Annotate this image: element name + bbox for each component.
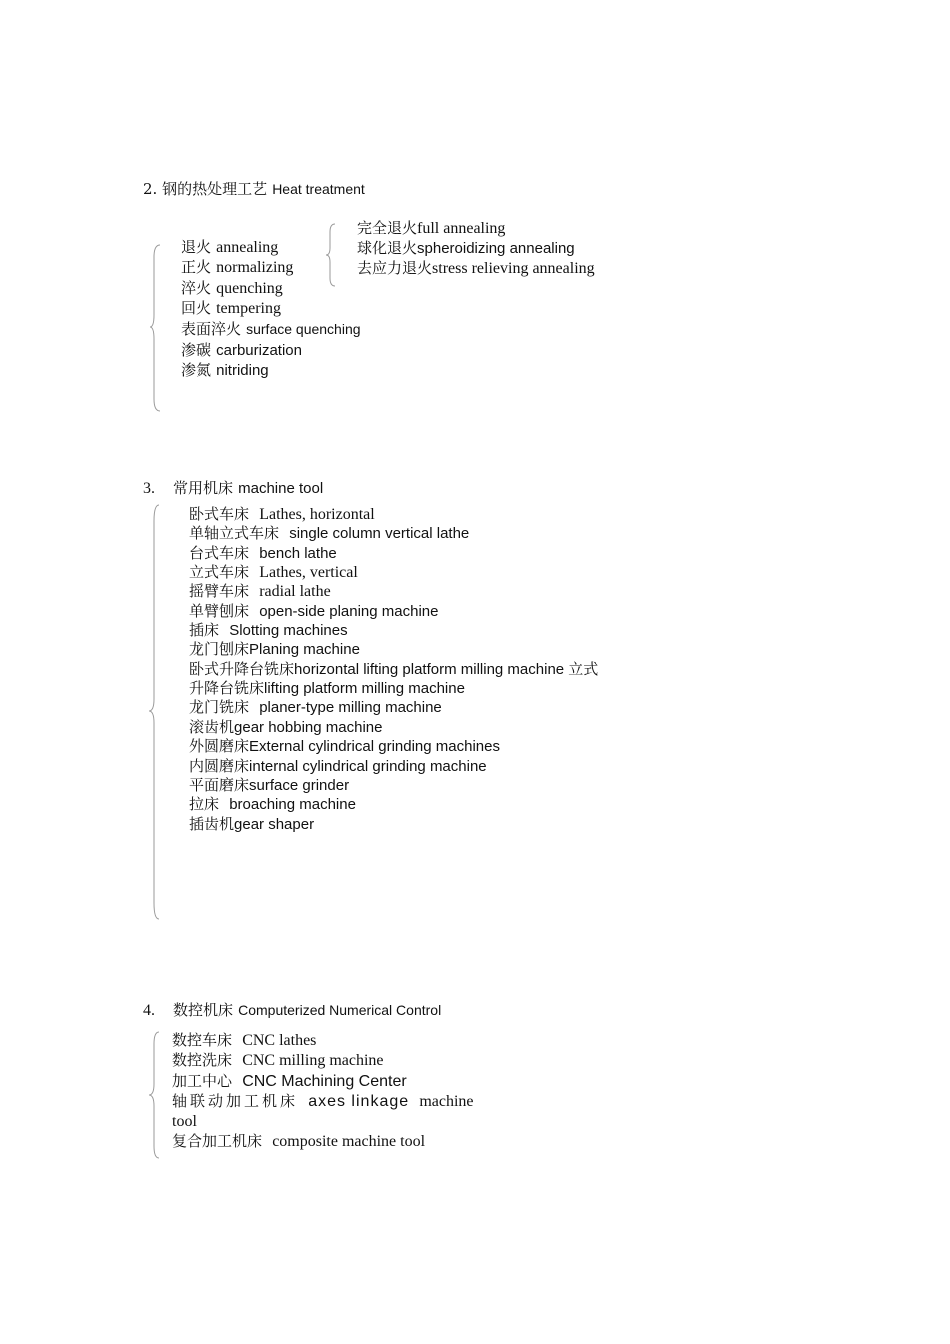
list-item: 卧式升降台铣床horizontal lifting platform milling machine 立式 [189,660,599,678]
section3-heading [143,477,323,498]
list-item: 拉床 broaching machine [189,795,356,813]
list-item: 渗氮 nitriding [181,361,269,379]
list-item: 复合加工机床 composite machine tool [172,1132,426,1150]
list-item: 单臂刨床 open-side planing machine [189,602,439,620]
list-item: 数控洗床 CNC milling machine [172,1051,384,1069]
list-item: 数控车床 CNC lathes [172,1031,317,1049]
section2-heading-en: Heat treatment [272,181,365,197]
section3-left-brace [149,503,163,921]
section4-heading-en: Computerized Numerical Control [238,1002,442,1018]
list-item: 插齿机gear shaper [189,815,315,833]
list-item: 龙门铣床 planer-type milling machine [189,698,442,716]
section3-heading-en: machine tool [238,480,324,497]
list-item: 球化退火spheroidizing annealing [357,239,575,257]
list-item: 平面磨床surface grinder [189,776,350,794]
list-item: 去应力退火stress relieving annealing [357,259,595,277]
list-item: 龙门刨床Planing machine [189,640,360,658]
list-item: 滚齿机gear hobbing machine [189,718,383,736]
section4-heading [143,999,441,1020]
list-item: 插床 Slotting machines [189,621,348,639]
section4-left-brace [149,1030,163,1160]
list-item: 淬火 quenching [181,279,283,297]
list-item: 摇臂车床 radial lathe [189,582,331,600]
list-item: 台式车床 bench lathe [189,544,337,562]
list-item: 回火 tempering [181,299,281,317]
section2-heading-cn: 2. 钢的热处理工艺 [143,180,268,198]
list-item: 升降台铣床lifting platform milling machine [189,679,465,697]
section4-heading-cn: 数控机床 [173,1001,234,1019]
section3-number: 3. [143,480,155,497]
list-item: 正火 normalizing [181,258,294,276]
section3-heading-cn: 常用机床 [173,479,234,497]
list-item: 渗碳 carburization [181,341,302,359]
section2-heading [143,178,365,199]
section2-left-brace [150,243,164,413]
list-item: 单轴立式车床 single column vertical lathe [189,524,470,542]
list-item: tool [172,1113,197,1130]
list-item: 表面淬火 surface quenching [181,320,361,338]
list-item: 内圆磨床internal cylindrical grinding machine [189,757,487,775]
list-item: 立式车床 Lathes, vertical [189,563,358,581]
list-item: 外圆磨床External cylindrical grinding machines [189,737,500,755]
list-item: 卧式车床 Lathes, horizontal [189,505,375,523]
list-item: 轴联动加工机床 axes linkage machine [172,1092,474,1110]
list-item: 完全退火full annealing [357,219,506,237]
section2-sub-brace [326,222,338,288]
list-item: 退火 annealing [181,238,279,256]
section4-number: 4. [143,1002,155,1019]
list-item: 加工中心 CNC Machining Center [172,1072,407,1090]
